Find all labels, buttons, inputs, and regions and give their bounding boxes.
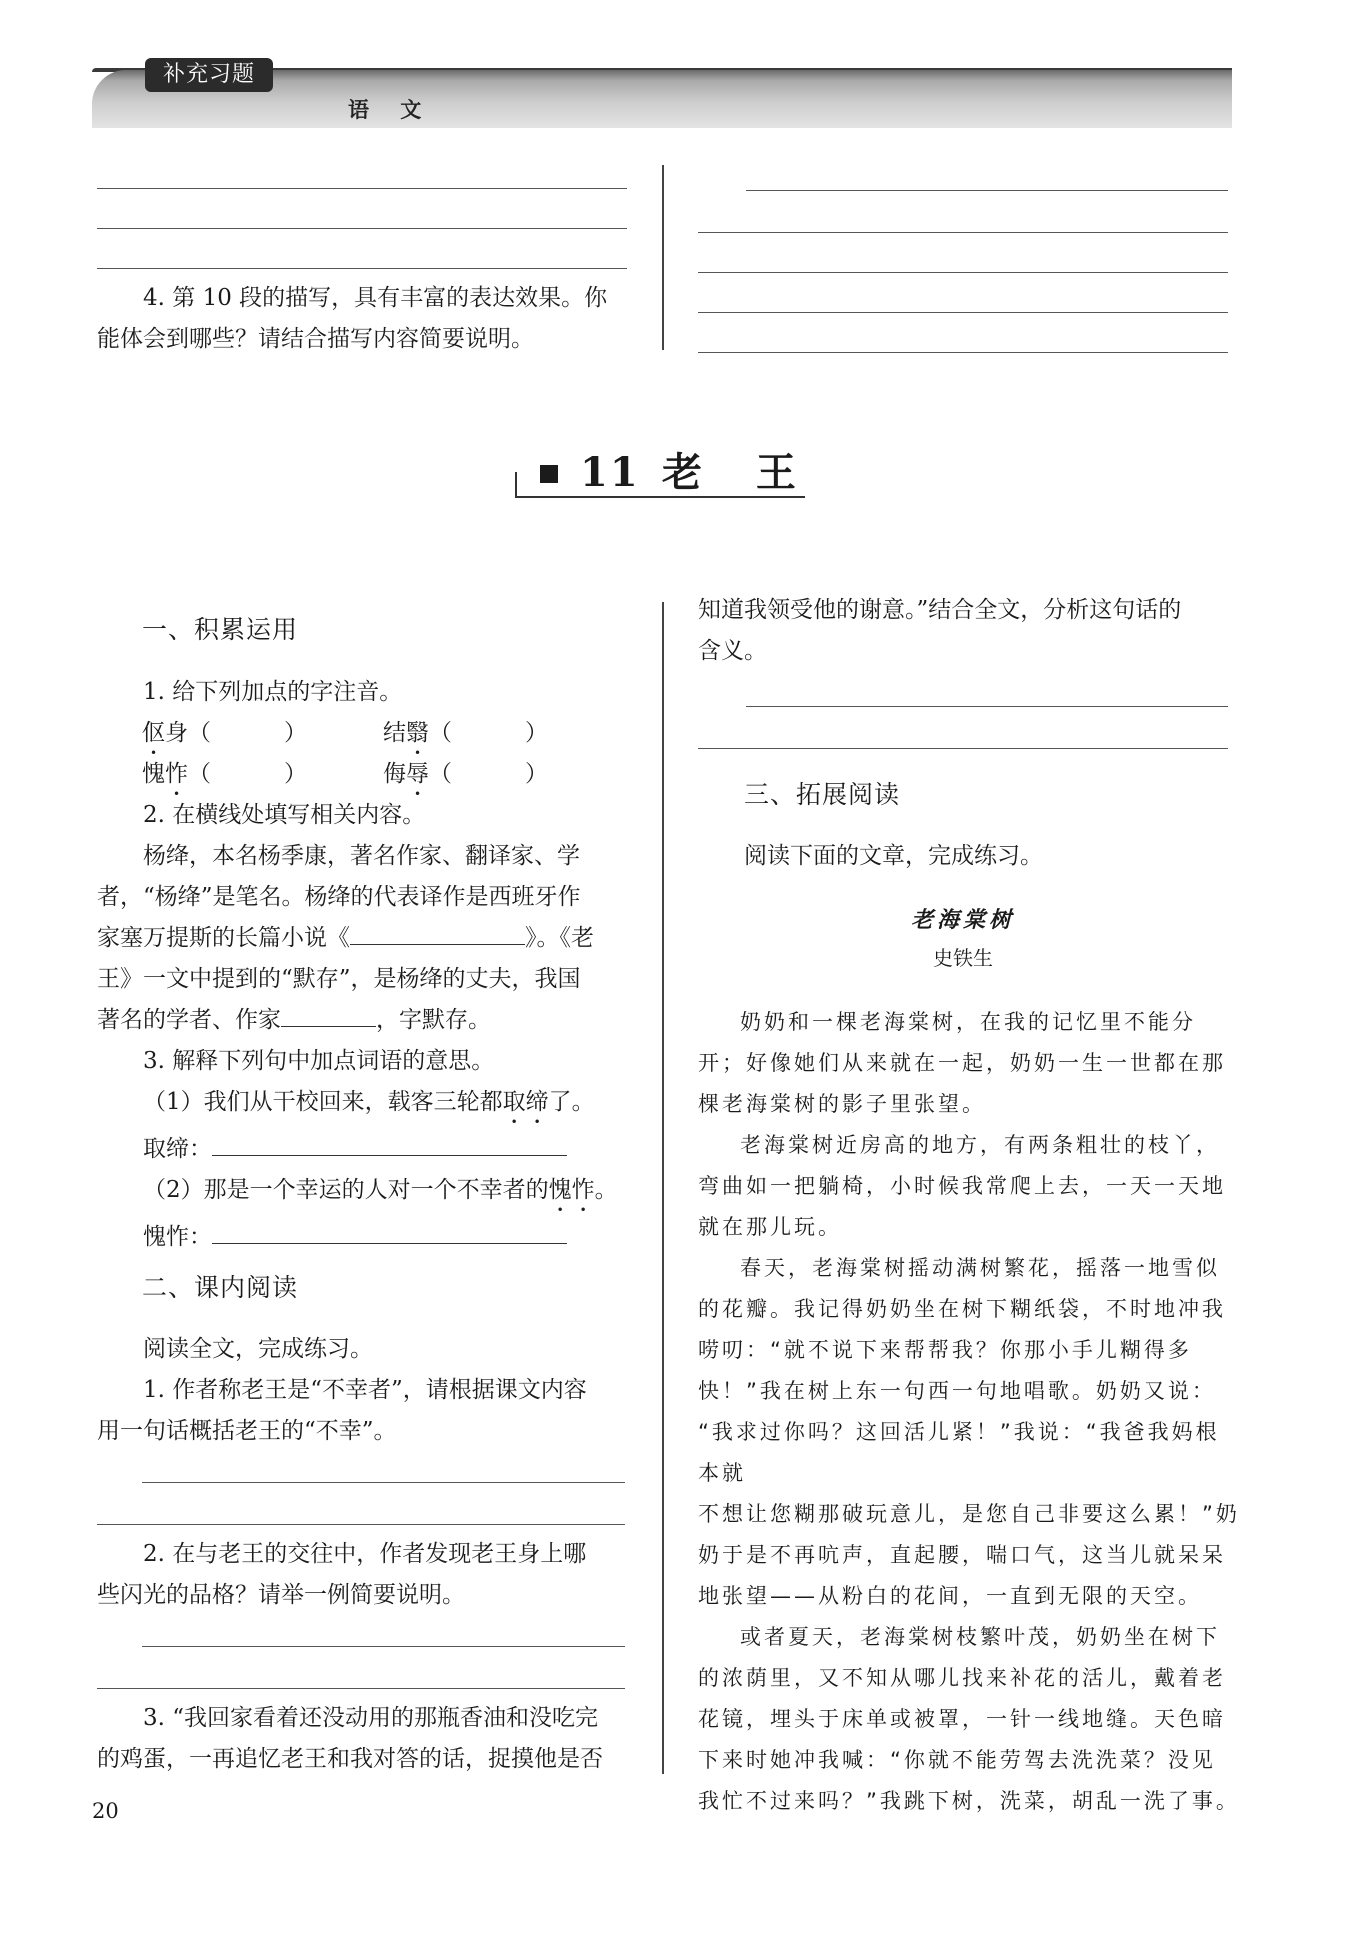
section2-intro-block: 阅读全文，完成练习。 1. 作者称老王是“不幸者”，请根据课文内容 用一句话概括老王的“不幸”。 (97, 1329, 637, 1452)
pinyin-close: ） (284, 720, 307, 746)
dotted-word: 取缔 (502, 1089, 549, 1115)
answer-line (698, 748, 1228, 749)
dotted-char: 辱 (406, 761, 429, 787)
q1-prompt: 1. 给下列加点的字注音。 (143, 679, 403, 705)
answer-line (142, 1482, 625, 1483)
pinyin-item-4: 侮辱（ (383, 761, 452, 787)
article-body (698, 1002, 1243, 1822)
section2-q3-continued: 知道我领受他的谢意。”结合全文，分析这句话的 含义。 (698, 597, 1182, 664)
prev-q4-line1: 4. 第 10 段的描写，具有丰富的表达效果。你 (143, 285, 608, 311)
prev-q4-line2: 能体会到哪些？请结合描写内容简要说明。 (97, 326, 534, 352)
question-3: 3. 解释下列句中加点词语的意思。 （1）我们从干校回来，载客三轮都取缔了。 取缔： （2）那是一个幸运的人对一个不幸者的愧怍。 愧怍： (97, 1041, 657, 1258)
article-line: 我忙不过来吗？”我跳下树，洗菜，胡乱一洗了事。 (698, 1789, 1240, 1813)
fill-blank[interactable] (281, 1000, 376, 1027)
pinyin-item-2: 结翳（ (383, 720, 452, 746)
article-line: 奶于是不再吭声，直起腰，喘口气，这当儿就呆呆 (698, 1543, 1226, 1567)
article-author: 史铁生 (933, 946, 993, 970)
article-line: 或者夏天，老海棠树枝繁叶茂，奶奶坐在树下 (740, 1625, 1220, 1649)
question-1 (97, 672, 637, 713)
article-line: 奶奶和一棵老海棠树，在我的记忆里不能分 (740, 1010, 1196, 1034)
answer-line (698, 312, 1228, 313)
header-tab-label: 补充习题 (145, 58, 273, 92)
title-square-icon (540, 465, 558, 483)
answer-line (698, 272, 1228, 273)
fill-blank[interactable] (212, 1217, 567, 1244)
fill-blank[interactable] (350, 918, 525, 945)
article-line: 的浓荫里，又不知从哪儿找来补花的活儿，戴着老 (698, 1666, 1226, 1690)
lesson-title: 老 王 (662, 449, 816, 496)
dotted-char: 伛 (142, 720, 165, 746)
section2-intro: 阅读全文，完成练习。 (143, 1336, 373, 1362)
article-line: 春天，老海棠树摇动满树繁花，摇落一地雪似 (740, 1256, 1220, 1280)
section-heading-2: 二、课内阅读 (142, 1273, 299, 1302)
article-line: “我求过你吗？这回活儿紧！”我说：“我爸我妈根本就 (698, 1420, 1220, 1485)
pinyin-item-1: 伛身（ (142, 720, 211, 746)
header-subject: 语 文 (348, 98, 434, 122)
answer-line (142, 1646, 625, 1647)
fill-blank[interactable] (212, 1129, 567, 1156)
article-line: 地张望——从粉白的花间，一直到无限的天空。 (698, 1584, 1202, 1608)
article-line: 开；好像她们从来就在一起，奶奶一生一世都在那 (698, 1051, 1226, 1075)
pinyin-item-3: 愧怍（ (142, 761, 211, 787)
answer-line (698, 232, 1228, 233)
article-title: 老海棠树 (910, 907, 1015, 933)
answer-line (97, 1688, 625, 1689)
article-line: 就在那儿玩。 (698, 1215, 842, 1239)
article-line: 快！”我在树上东一句西一句地唱歌。奶奶又说： (698, 1379, 1216, 1403)
dotted-char: 怍 (165, 761, 188, 787)
article-line: 弯曲如一把躺椅，小时候我常爬上去，一天一天地 (698, 1174, 1226, 1198)
article-line: 花镜，埋头于床单或被罩，一针一线地缝。天色暗 (698, 1707, 1226, 1731)
column-divider (662, 165, 664, 350)
article-line: 唠叨：“就不说下来帮帮我？你那小手儿糊得多 (698, 1338, 1192, 1362)
page-number: 20 (92, 1799, 119, 1823)
section-heading-3: 三、拓展阅读 (744, 780, 901, 809)
answer-line (97, 228, 627, 229)
pinyin-close: ） (525, 761, 548, 787)
answer-line (97, 268, 627, 269)
column-divider (662, 602, 664, 1774)
pinyin-close: ） (525, 720, 548, 746)
q3-prompt: 3. 解释下列句中加点词语的意思。 (143, 1048, 495, 1074)
q2-prompt: 2. 在横线处填写相关内容。 (143, 802, 426, 828)
pinyin-close: ） (284, 761, 307, 787)
dotted-char: 翳 (406, 720, 429, 746)
lesson-number: 11 (580, 449, 640, 496)
answer-line (97, 1524, 625, 1525)
article-line: 老海棠树近房高的地方，有两条粗壮的枝丫， (740, 1133, 1220, 1157)
answer-line (746, 190, 1228, 191)
title-bracket-left (515, 472, 517, 498)
article-line: 的花瓣。我记得奶奶坐在树下糊纸袋，不时地冲我 (698, 1297, 1226, 1321)
section3-intro-block (698, 836, 1238, 877)
section2-q2: 2. 在与老王的交往中，作者发现老王身上哪 些闪光的品格？请举一例简要说明。 (97, 1541, 587, 1608)
dotted-word: 愧怍 (548, 1177, 595, 1203)
question-2: 2. 在横线处填写相关内容。 杨绛，本名杨季康，著名作家、翻译家、学 者，“杨绛”是笔名。杨绛的代表译作是西班牙作 家塞万提斯的长篇小说《 》。《老 王》一文中提到的“默存”，是杨绛的丈夫，我国 著名的学者、作家 ，字默存。 (97, 795, 637, 1041)
answer-line (746, 706, 1228, 707)
prev-question-4 (97, 278, 637, 360)
section3-intro: 阅读下面的文章，完成练习。 (744, 843, 1043, 869)
section2-q3: 3. “我回家看着还没动用的那瓶香油和没吃完 的鸡蛋，一再追忆老王和我对答的话，捉摸他是否 (97, 1705, 603, 1772)
article-line: 不想让您糊那破玩意儿，是您自己非要这么累！”奶 (698, 1502, 1240, 1526)
article-line: 下来时她冲我喊：“你就不能劳驾去洗洗菜？没见 (698, 1748, 1216, 1772)
answer-line (698, 352, 1228, 353)
answer-line (97, 188, 627, 189)
article-line: 棵老海棠树的影子里张望。 (698, 1092, 986, 1116)
section-heading-1: 一、积累运用 (142, 615, 299, 644)
